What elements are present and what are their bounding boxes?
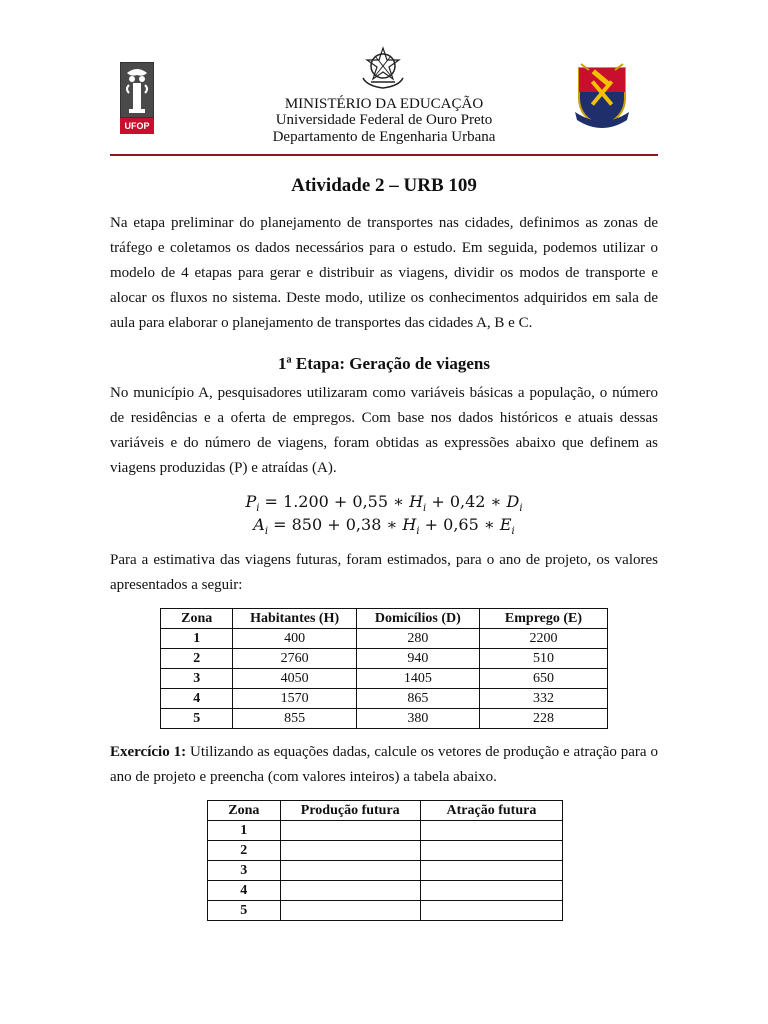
exercise-1-label: Exercício 1: bbox=[110, 744, 187, 760]
answer-cell-attraction[interactable] bbox=[420, 841, 562, 861]
eq-symbol: E bbox=[499, 515, 512, 534]
table-cell: 5 bbox=[208, 901, 281, 921]
table-cell: 865 bbox=[356, 689, 479, 709]
table-header-row bbox=[208, 801, 563, 821]
eq-subscript: i bbox=[264, 526, 269, 538]
eq-subscript: i bbox=[511, 526, 515, 538]
answer-cell-production[interactable] bbox=[280, 881, 420, 901]
eq-term: + 0,42 ∗ bbox=[426, 492, 507, 511]
table-cell: 332 bbox=[479, 689, 607, 709]
eq-term: = 1.200 + 0,55 ∗ bbox=[259, 492, 410, 511]
answer-cell-production[interactable] bbox=[280, 841, 420, 861]
header-department: Departamento de Engenharia Urbana bbox=[272, 129, 496, 145]
table-header-cell: Zona bbox=[208, 801, 281, 821]
table-cell: 4050 bbox=[233, 669, 356, 689]
table-row bbox=[208, 901, 563, 921]
table-cell: 1 bbox=[161, 629, 233, 649]
table-cell: 1405 bbox=[356, 669, 479, 689]
answer-cell-production[interactable] bbox=[280, 861, 420, 881]
eq-subscript: i bbox=[519, 503, 523, 515]
table-cell: 400 bbox=[233, 629, 356, 649]
table-header-row bbox=[161, 609, 608, 629]
eq-subscript: i bbox=[416, 526, 420, 538]
answer-cell-production[interactable] bbox=[280, 901, 420, 921]
exercise-1-paragraph bbox=[110, 740, 658, 790]
table-row bbox=[208, 821, 563, 841]
table-cell: 2 bbox=[208, 841, 281, 861]
equation-production bbox=[110, 492, 658, 514]
table-cell: 5 bbox=[161, 709, 233, 729]
eq-symbol: H bbox=[409, 492, 424, 511]
eq-symbol: D bbox=[506, 492, 520, 511]
answer-cell-attraction[interactable] bbox=[420, 881, 562, 901]
section-heading: 1ª Etapa: Geração de viagens bbox=[278, 354, 490, 373]
answer-cell-attraction[interactable] bbox=[420, 901, 562, 921]
table-cell: 2760 bbox=[233, 649, 356, 669]
document-title: Atividade 2 – URB 109 bbox=[291, 175, 477, 196]
table-cell: 650 bbox=[479, 669, 607, 689]
table-cell: 3 bbox=[161, 669, 233, 689]
table-cell: 940 bbox=[356, 649, 479, 669]
ufop-column-icon bbox=[121, 63, 153, 117]
table-cell: 1570 bbox=[233, 689, 356, 709]
table-cell: 4 bbox=[161, 689, 233, 709]
table-header-cell: Zona bbox=[161, 609, 233, 629]
answer-cell-attraction[interactable] bbox=[420, 861, 562, 881]
table-cell: 3 bbox=[208, 861, 281, 881]
table-header-cell: Domicílios (D) bbox=[356, 609, 479, 629]
eq-symbol: P bbox=[245, 492, 257, 511]
answer-table bbox=[207, 800, 563, 921]
ufop-label: UFOP bbox=[120, 118, 154, 134]
eq-term: = 850 + 0,38 ∗ bbox=[268, 515, 403, 534]
eq-subscript: i bbox=[256, 503, 260, 515]
table-cell: 510 bbox=[479, 649, 607, 669]
table-header-cell: Atração futura bbox=[420, 801, 562, 821]
header-divider bbox=[110, 154, 658, 156]
table-cell: 380 bbox=[356, 709, 479, 729]
table-header-cell: Habitantes (H) bbox=[233, 609, 356, 629]
table-row bbox=[161, 629, 608, 649]
table-cell: 280 bbox=[356, 629, 479, 649]
answer-cell-attraction[interactable] bbox=[420, 821, 562, 841]
table-cell: 2200 bbox=[479, 629, 607, 649]
estimate-paragraph: Para a estimativa das viagens futuras, foram estimados, para o ano de projeto, os valores apresentados a seguir: bbox=[110, 552, 658, 593]
eq-symbol: H bbox=[402, 515, 417, 534]
table-row bbox=[161, 669, 608, 689]
eq-subscript: i bbox=[423, 503, 427, 515]
eq-symbol: A bbox=[253, 515, 265, 534]
table-cell: 855 bbox=[233, 709, 356, 729]
eq-term: + 0,65 ∗ bbox=[419, 515, 500, 534]
table-cell: 2 bbox=[161, 649, 233, 669]
table-cell: 4 bbox=[208, 881, 281, 901]
future-values-table bbox=[160, 608, 608, 729]
table-row bbox=[208, 861, 563, 881]
table-row bbox=[161, 709, 608, 729]
table-header-cell: Produção futura bbox=[280, 801, 420, 821]
intro-paragraph: Na etapa preliminar do planejamento de transportes nas cidades, definimos as zonas de tráfego e coletamos os dados necessários para o estudo. Em seguida, podemos utilizar o modelo de 4 etapas para gerar e distribuir as viagens, dividir os modos de transporte e alocar os fluxos no sistema. Deste modo, utilize os conhecimentos adquiridos em sala de aula para elaborar o planejamento de transportes das cidades A, B e C. bbox=[110, 215, 658, 331]
exercise-1-text: Utilizando as equações dadas, calcule os vetores de produção e atração para o ano de projeto e preencha (com valores inteiros) a tabela abaixo. bbox=[110, 744, 658, 785]
table-cell: 228 bbox=[479, 709, 607, 729]
table-row bbox=[161, 649, 608, 669]
table-cell: 1 bbox=[208, 821, 281, 841]
ufop-logo bbox=[120, 62, 154, 134]
header-ministry: MINISTÉRIO DA EDUCAÇÃO bbox=[284, 96, 484, 112]
header-university: Universidade Federal de Ouro Preto bbox=[275, 112, 493, 128]
table-row bbox=[161, 689, 608, 709]
equation-attraction bbox=[110, 515, 658, 537]
table-row bbox=[208, 881, 563, 901]
table-row bbox=[208, 841, 563, 861]
table-header-cell: Emprego (E) bbox=[479, 609, 607, 629]
answer-cell-production[interactable] bbox=[280, 821, 420, 841]
brazil-coat-of-arms-icon bbox=[357, 42, 409, 94]
description-paragraph: No município A, pesquisadores utilizaram como variáveis básicas a população, o número de residências e a oferta de empregos. Com base nos dados históricos e atuais dessas variáveis e do número de viagens, foram obtidas as expressões abaixo que definem as viagens produzidas (P) e atraídas (A). bbox=[110, 385, 658, 476]
